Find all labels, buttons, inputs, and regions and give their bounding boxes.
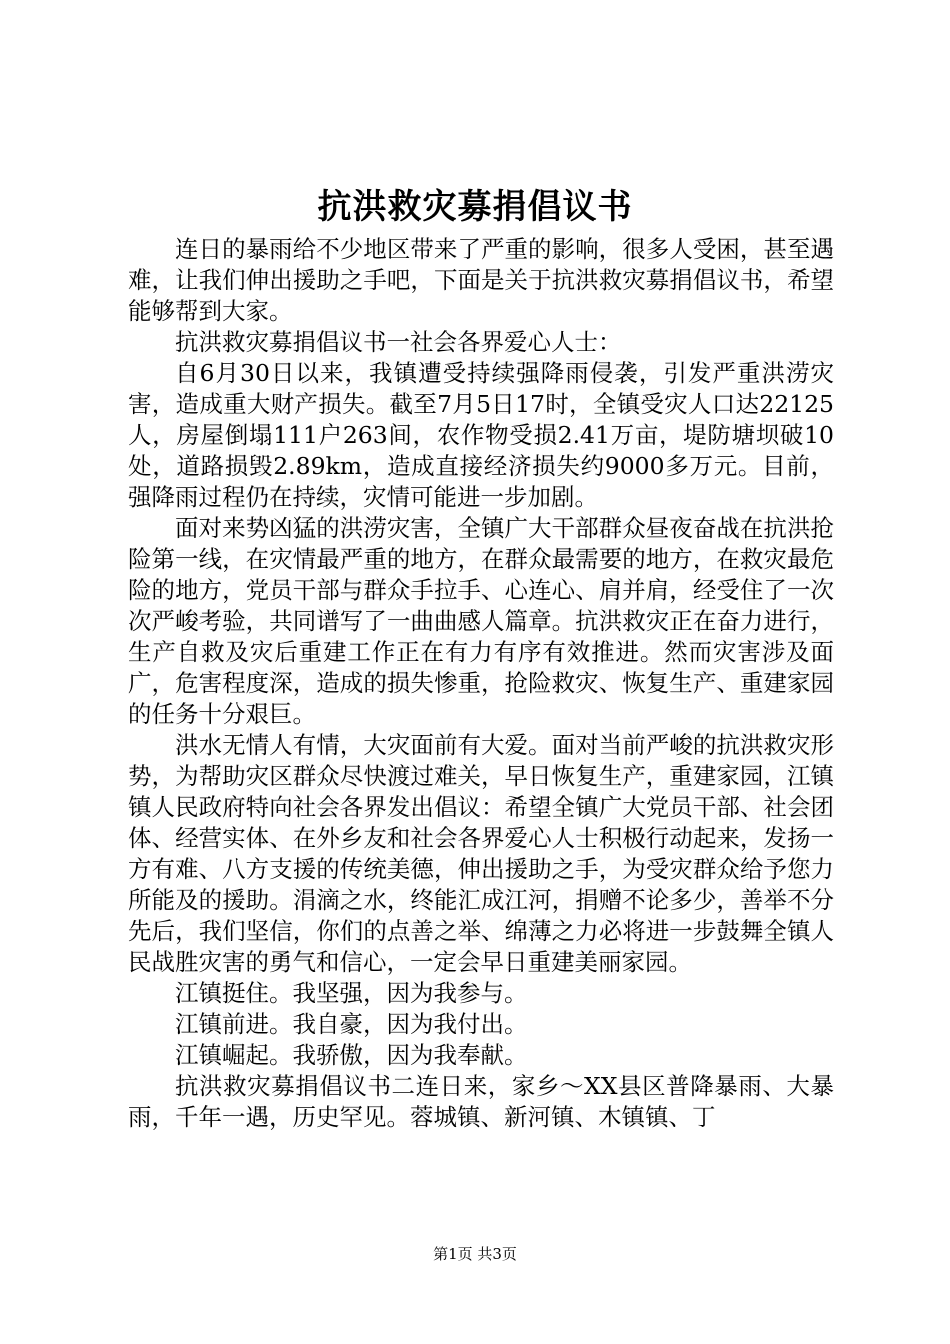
document-title: 抗洪救灾募捐倡议书 — [317, 187, 633, 227]
paragraph-letter-two-start: 抗洪救灾募捐倡议书二连日来，家乡～XX县区普降暴雨、大暴雨，千年一遇，历史罕见。蓉城镇、新河镇、木镇镇、丁 — [128, 1072, 834, 1131]
paragraph-slogan-3: 江镇崛起。我骄傲，因为我奉献。 — [175, 1041, 528, 1069]
paragraph-rescue-efforts: 面对来势凶猛的洪涝灾害，全镇广大干部群众昼夜奋战在抗洪抢险第一线，在灾情最严重的地方，在群众最需要的地方，在救灾最危险的地方，党员干部与群众手拉手、心连心、肩并肩，经受住了一次次严峻考验，共同谱写了一曲曲感人篇章。抗洪救灾正在奋力进行，生产自救及灾后重建工作正在有力有序有效推进。然而灾害涉及面广，危害程度深，造成的损失惨重，抢险救灾、恢复生产、重建家园的任务十分艰巨。 — [128, 514, 834, 728]
paragraph-disaster-situation: 自6月30日以来，我镇遭受持续强降雨侵袭，引发严重洪涝灾害，造成重大财产损失。截至7月5日17时，全镇受灾人口达22125人，房屋倒塌111户263间，农作物受损2.41万亩，堤防塘坝破10处，道路损毁2.89km，造成直接经济损失约9000多万元。目前，强降雨过程仍在持续，灾情可能进一步加剧。 — [128, 359, 834, 511]
paragraph-letter-one-salutation: 抗洪救灾募捐倡议书一社会各界爱心人士： — [175, 328, 622, 356]
paragraph-appeal: 洪水无情人有情，大灾面前有大爱。面对当前严峻的抗洪救灾形势，为帮助灾区群众尽快渡过难关，早日恢复生产，重建家园，江镇镇人民政府特向社会各界发出倡议：希望全镇广大党员干部、社会团体、经营实体、在外乡友和社会各界爱心人士积极行动起来，发扬一方有难、八方支援的传统美德，伸出援助之手，为受灾群众给予您力所能及的援助。涓滴之水，终能汇成江河，捐赠不论多少，善举不分先后，我们坚信，你们的点善之举、绵薄之力必将进一步鼓舞全镇人民战胜灾害的勇气和信心，一定会早日重建美丽家园。 — [128, 731, 834, 976]
paragraph-intro: 连日的暴雨给不少地区带来了严重的影响，很多人受困，甚至遇难，让我们伸出援助之手吧，下面是关于抗洪救灾募捐倡议书，希望能够帮到大家。 — [128, 235, 834, 325]
page-number-footer: 第1页 共3页 — [433, 1245, 517, 1263]
document-body — [128, 234, 834, 1133]
paragraph-slogan-2: 江镇前进。我自豪，因为我付出。 — [175, 1010, 528, 1038]
paragraph-slogan-1: 江镇挺住。我坚强，因为我参与。 — [175, 979, 528, 1007]
